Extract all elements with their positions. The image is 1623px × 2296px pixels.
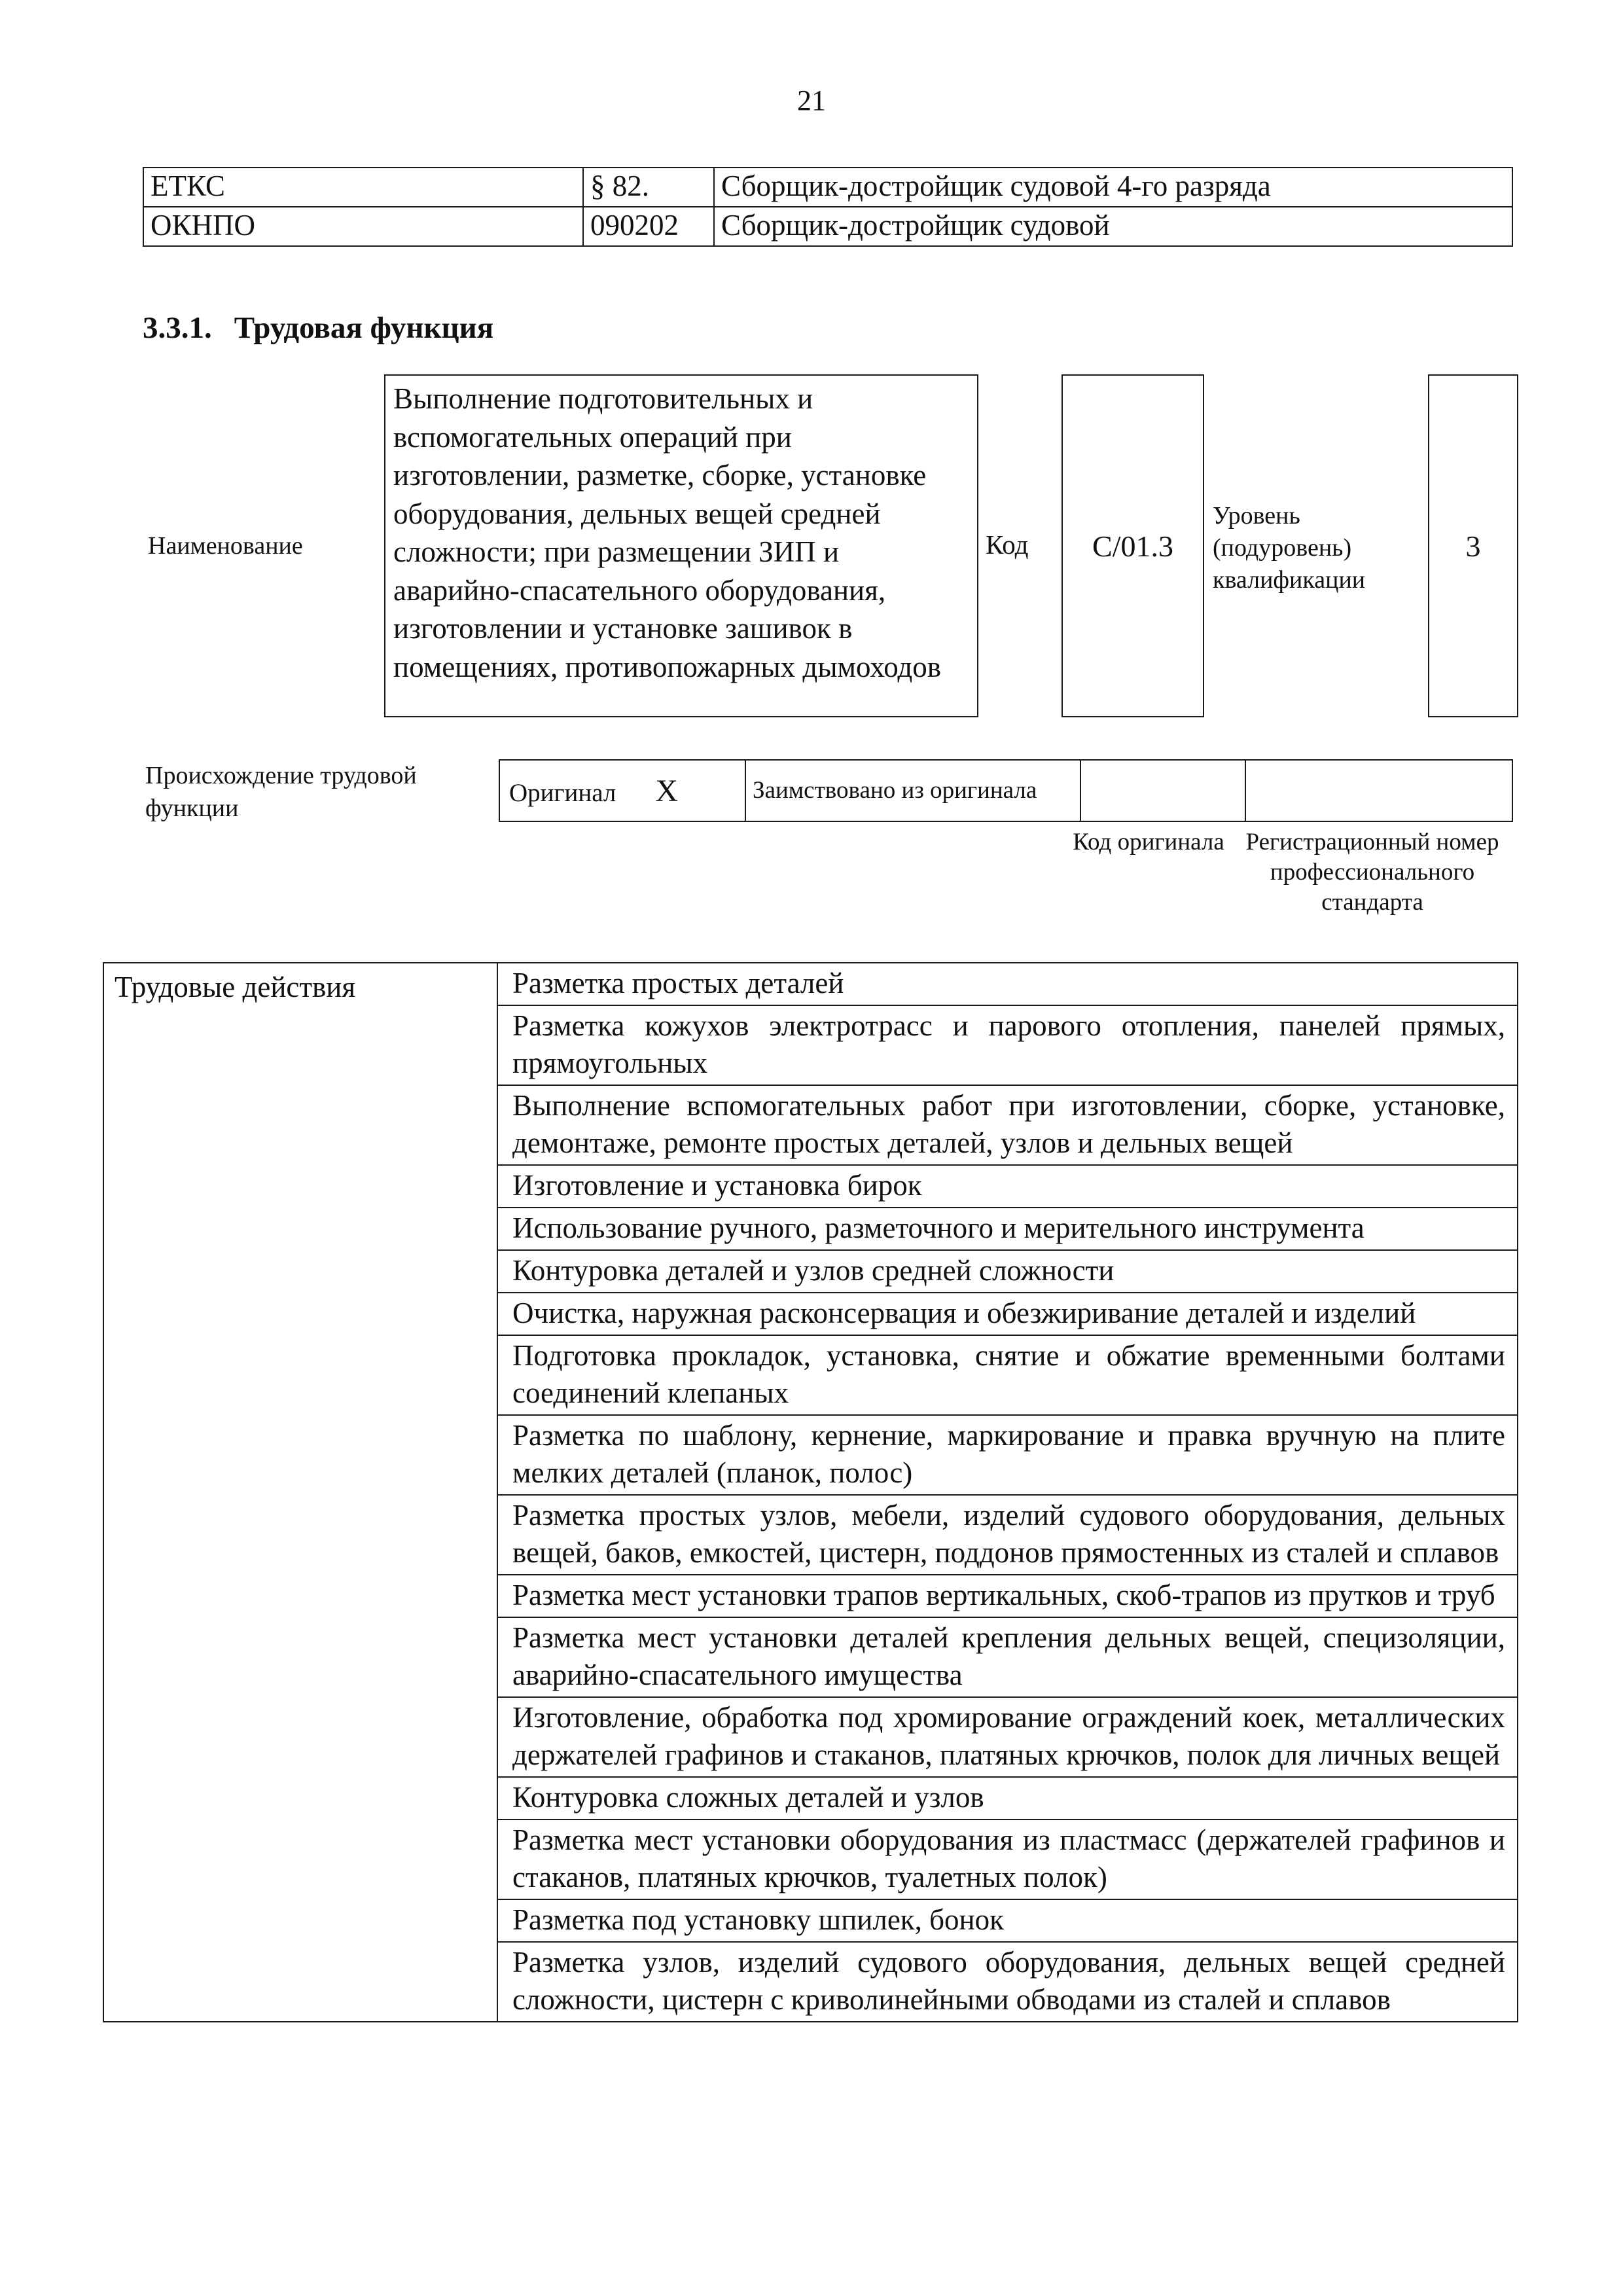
code-label: Код [986,529,1029,560]
labor-action-item: Разметка простых деталей [497,963,1518,1005]
reference-code: 090202 [583,207,714,246]
labor-action-item: Контуровка деталей и узлов средней сложности [497,1250,1518,1293]
origin-original-label: Оригинал [509,778,616,807]
labor-action-item: Выполнение вспомогательных работ при изготовлении, сборке, установке, демонтаже, ремонте простых деталей, узлов и дельных вещей [497,1085,1518,1165]
origin-original-cell [499,760,745,821]
labor-action-item: Разметка под установку шпилек, бонок [497,1899,1518,1942]
labor-action-item: Разметка по шаблону, кернение, маркирование и правка вручную на плите мелких деталей (планок, полос) [497,1415,1518,1495]
labor-actions-table [103,962,1518,2022]
origin-code-cell [1080,760,1245,821]
labor-action-item: Разметка простых узлов, мебели, изделий судового оборудования, дельных вещей, баков, емкостей, цистерн, поддонов прямостенных из сталей и сплавов [497,1495,1518,1575]
name-label: Наименование [148,532,303,560]
labor-action-item: Очистка, наружная расконсервация и обезжиривание деталей и изделий [497,1293,1518,1335]
reference-title: Сборщик-достройщик судовой 4-го разряда [714,168,1512,207]
reference-row-oknpo [143,207,1512,246]
labor-actions-header: Трудовые действия [103,963,497,2022]
section-number: 3.3.1. [143,311,212,345]
reference-table [143,167,1513,247]
labor-action-item: Разметка кожухов электротрасс и парового отопления, панелей прямых, прямоугольных [497,1005,1518,1085]
origin-original-mark: X [655,773,679,808]
origin-reg-caption: Регистрационный номер профессионального стандарта [1245,829,1499,916]
reference-name: ЕТКС [143,168,583,207]
labor-action-item: Изготовление, обработка под хромирование ограждений коек, металлических держателей графинов и стаканов, платяных крючков, полок для личных вещей [497,1697,1518,1777]
reference-row-etks [143,168,1512,207]
labor-action-item: Подготовка прокладок, установка, снятие и обжатие временными болтами соединений клепаных [497,1335,1518,1415]
function-code-value: С/01.3 [1092,529,1173,563]
qualification-level-box [1428,374,1518,717]
reference-name: ОКНПО [143,207,583,246]
function-name-text: Выполнение подготовительных и вспомогательных операций при изготовлении, разметке, сборке, установке оборудования, дельных вещей средней сложности; при размещении ЗИП и аварийно-спасательного оборудования, изготовлении и установке зашивок в помещениях, противопожарных дымоходов [393,382,942,683]
section-heading [143,310,493,346]
origin-label: Происхождение трудовой функции [145,762,417,822]
labor-action-item: Контуровка сложных деталей и узлов [497,1777,1518,1820]
reference-title: Сборщик-достройщик судовой [714,207,1512,246]
origin-borrowed-label: Заимствовано из оригинала [753,777,1037,804]
labor-action-item: Разметка мест установки трапов вертикальных, скоб-трапов из прутков и труб [497,1575,1518,1617]
labor-action-item: Разметка мест установки оборудования из пластмасс (держателей графинов и стаканов, платяных крючков, туалетных полок) [497,1820,1518,1899]
page-number: 21 [797,84,826,117]
function-name-box [384,374,978,717]
function-code-box [1061,374,1204,717]
labor-action-item: Разметка узлов, изделий судового оборудования, дельных вещей средней сложности, цистерн с криволинейными обводами из сталей и сплавов [497,1942,1518,2022]
labor-action-item: Использование ручного, разметочного и мерительного инструмента [497,1208,1518,1250]
qualification-level-value: 3 [1465,529,1481,563]
labor-action-item: Изготовление и установка бирок [497,1165,1518,1208]
reference-code: § 82. [583,168,714,207]
origin-code-caption: Код оригинала [1073,829,1224,855]
origin-reg-number-cell [1245,760,1512,821]
labor-action-item: Разметка мест установки деталей крепления дельных вещей, специзоляции, аварийно-спасательного имущества [497,1617,1518,1697]
qualification-level-label: Уровень (подуровень) квалификации [1213,502,1366,594]
origin-table [499,759,1513,822]
origin-borrowed-cell [745,760,1080,821]
section-title: Трудовая функция [234,311,494,345]
